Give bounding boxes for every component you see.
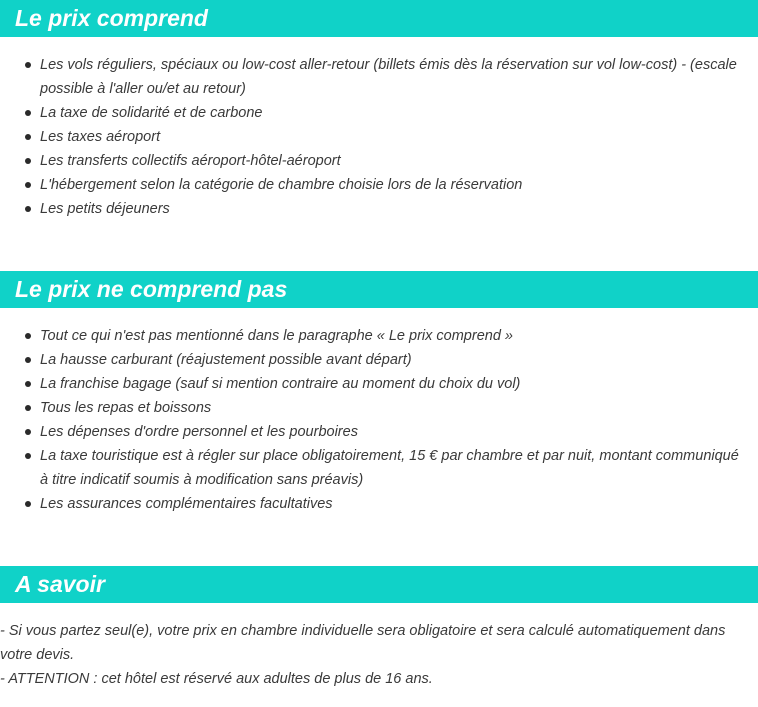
- bullet-icon: [25, 381, 31, 387]
- list-item-text: Les assurances complémentaires facultatives: [40, 496, 333, 512]
- list-item: [0, 197, 758, 221]
- list-item: [0, 149, 758, 173]
- bullet-icon: [25, 182, 31, 188]
- list-item-text: Les transferts collectifs aéroport-hôtel-aéroport: [40, 153, 341, 169]
- list-item: [0, 101, 758, 125]
- note-text: - Si vous partez seul(e), votre prix en chambre individuelle sera obligatoire et sera calculé automatiquement dans votre devis.: [0, 623, 726, 663]
- bullet-icon: [25, 429, 31, 435]
- bullet-icon: [25, 453, 31, 459]
- list-item-text: Les petits déjeuners: [40, 201, 170, 217]
- bullet-icon: [25, 110, 31, 116]
- list-item-text: Les taxes aéroport: [40, 129, 161, 145]
- list-item-text: Les dépenses d'ordre personnel et les pourboires: [40, 424, 358, 440]
- list-item-text: Tous les repas et boissons: [40, 400, 212, 416]
- note-text: - ATTENTION : cet hôtel est réservé aux adultes de plus de 16 ans.: [0, 671, 433, 687]
- not-included-section-header: [0, 271, 758, 308]
- list-item-text: La hausse carburant (réajustement possible avant départ): [40, 352, 412, 368]
- bullet-icon: [25, 206, 31, 212]
- included-section-title: Le prix comprend: [15, 5, 208, 31]
- list-item: [0, 420, 758, 444]
- included-section-header: [0, 0, 758, 37]
- bullet-icon: [25, 158, 31, 164]
- not-included-section-title: Le prix ne comprend pas: [15, 276, 288, 302]
- included-list: [0, 53, 758, 221]
- list-item-text: Tout ce qui n'est pas mentionné dans le paragraphe « Le prix comprend »: [40, 328, 513, 344]
- good-to-know-section-title: A savoir: [15, 571, 105, 597]
- bullet-icon: [25, 501, 31, 507]
- bullet-icon: [25, 357, 31, 363]
- list-item-text: L'hébergement selon la catégorie de chambre choisie lors de la réservation: [40, 177, 523, 193]
- list-item-text: La taxe de solidarité et de carbone: [40, 105, 263, 121]
- not-included-list: [0, 324, 758, 516]
- list-item: [0, 396, 758, 420]
- bullet-icon: [25, 405, 31, 411]
- list-item: [0, 125, 758, 149]
- list-item-text: La taxe touristique est à régler sur place obligatoirement, 15 € par chambre et par nuit, montant communiqué à titre indicatif soumis à modification sans préavis): [40, 448, 739, 488]
- bullet-icon: [25, 333, 31, 339]
- good-to-know-section-header: [0, 566, 758, 603]
- bullet-icon: [25, 134, 31, 140]
- list-item: [0, 372, 758, 396]
- good-to-know-notes: [0, 619, 758, 691]
- list-item: [0, 444, 758, 492]
- list-item: [0, 492, 758, 516]
- list-item-text: Les vols réguliers, spéciaux ou low-cost aller-retour (billets émis dès la réservation sur vol low-cost) - (escale possible à l'aller ou/et au retour): [40, 57, 737, 97]
- list-item: [0, 53, 758, 101]
- bullet-icon: [25, 62, 31, 68]
- list-item: [0, 348, 758, 372]
- list-item: [0, 173, 758, 197]
- list-item-text: La franchise bagage (sauf si mention contraire au moment du choix du vol): [40, 376, 521, 392]
- list-item: [0, 324, 758, 348]
